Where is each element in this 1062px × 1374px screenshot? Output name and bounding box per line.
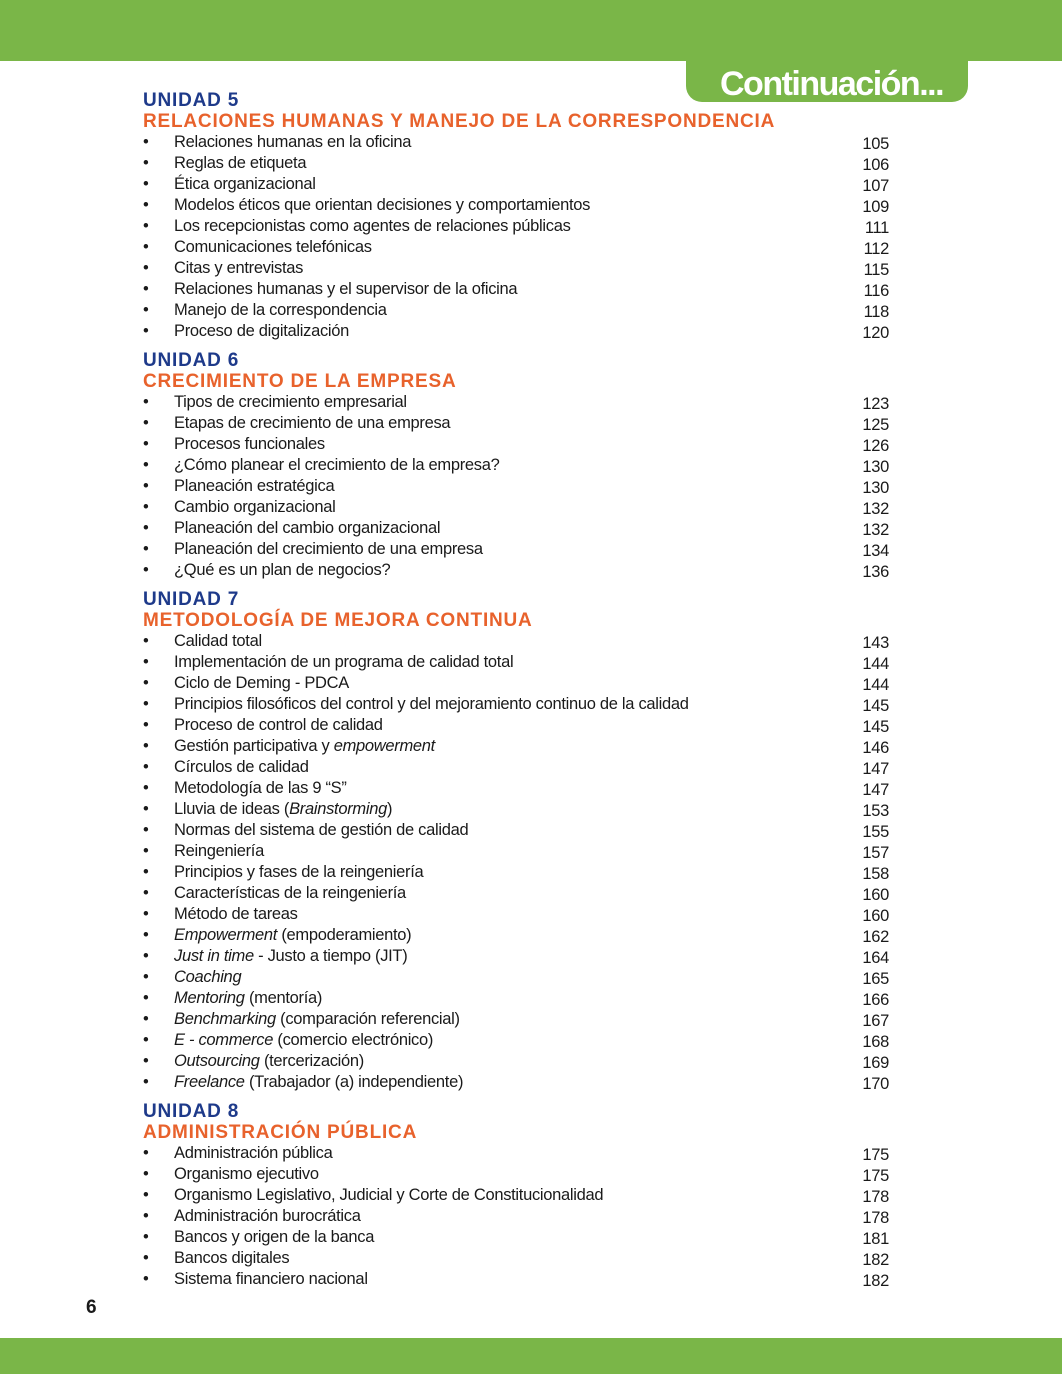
bullet: • <box>143 456 149 474</box>
toc-entry <box>143 799 903 820</box>
top-banner <box>0 0 1062 61</box>
entry-page-number: 167 <box>862 1012 889 1030</box>
entry-title-italic: Just in time <box>174 947 254 965</box>
entry-title-text: Proceso de digitalización <box>174 322 350 340</box>
bullet: • <box>143 1270 149 1288</box>
entry-title <box>174 925 411 946</box>
entry-title <box>174 321 349 342</box>
entry-page-number: 145 <box>862 718 889 736</box>
toc-entry <box>143 434 903 455</box>
entry-page-number: 146 <box>862 739 889 757</box>
entry-page-number: 162 <box>862 928 889 946</box>
unit-section <box>143 90 903 342</box>
entry-title-text: (comercio electrónico) <box>273 1031 434 1049</box>
entry-title <box>174 1051 364 1072</box>
entry-page-number: 175 <box>862 1146 889 1164</box>
toc-entry <box>143 1227 903 1248</box>
entry-title-italic: Mentoring <box>174 989 245 1007</box>
entry-title <box>174 153 306 174</box>
entry-title <box>174 883 406 904</box>
entry-title <box>174 1072 463 1093</box>
entry-title-text: (empoderamiento) <box>277 926 412 944</box>
unit-title: METODOLOGÍA DE MEJORA CONTINUA <box>143 610 533 631</box>
toc-entry <box>143 1185 903 1206</box>
entry-title-text: Gestión participativa y <box>174 737 334 755</box>
entry-title-text: Principios y fases de la reingeniería <box>174 863 424 881</box>
unit-label: UNIDAD 8 <box>143 1101 240 1122</box>
bullet: • <box>143 674 149 692</box>
bullet: • <box>143 238 149 256</box>
entry-title-text: (mentoría) <box>244 989 323 1007</box>
toc-entry <box>143 195 903 216</box>
unit-section <box>143 589 903 1093</box>
entry-title-text: ¿Qué es un plan de negocios? <box>174 561 391 579</box>
entry-title-text: Normas del sistema de gestión de calidad <box>174 821 469 839</box>
unit-section <box>143 350 903 581</box>
entry-title-text: Características de la reingeniería <box>174 884 406 902</box>
entry-page-number: 182 <box>862 1272 889 1290</box>
entry-title-text: Relaciones humanas en la oficina <box>174 133 412 151</box>
toc-entry <box>143 946 903 967</box>
entry-title <box>174 904 298 925</box>
entry-title <box>174 673 349 694</box>
entry-title <box>174 1227 374 1248</box>
entry-title <box>174 300 387 321</box>
entry-page-number: 168 <box>862 1033 889 1051</box>
toc-entry <box>143 820 903 841</box>
entry-title-text: Proceso de control de calidad <box>174 716 383 734</box>
bullet: • <box>143 1031 149 1049</box>
unit-section <box>143 1101 903 1290</box>
entry-title-text: Ética organizacional <box>174 175 316 193</box>
entry-title <box>174 1185 603 1206</box>
bullet: • <box>143 989 149 1007</box>
toc-entry <box>143 715 903 736</box>
toc-entry <box>143 652 903 673</box>
entry-title-text: - Justo a tiempo (JIT) <box>253 947 408 965</box>
toc-entry <box>143 321 903 342</box>
bullet: • <box>143 1249 149 1267</box>
entry-title-text: Cambio organizacional <box>174 498 336 516</box>
bullet: • <box>143 1207 149 1225</box>
bullet: • <box>143 393 149 411</box>
bullet: • <box>143 863 149 881</box>
entry-title <box>174 1164 319 1185</box>
entry-title-text: Planeación estratégica <box>174 477 335 495</box>
entry-title-text: Círculos de calidad <box>174 758 309 776</box>
bullet: • <box>143 1186 149 1204</box>
table-of-contents <box>143 90 903 1298</box>
entry-page-number: 132 <box>862 521 889 539</box>
entry-title <box>174 413 450 434</box>
entry-title <box>174 1009 460 1030</box>
entry-title-text: (tercerización) <box>259 1052 364 1070</box>
toc-entry <box>143 631 903 652</box>
unit-title: ADMINISTRACIÓN PÚBLICA <box>143 1122 418 1143</box>
toc-entry <box>143 862 903 883</box>
toc-entry <box>143 1206 903 1227</box>
entry-title-italic: empowerment <box>333 737 435 755</box>
unit-title: CRECIMIENTO DE LA EMPRESA <box>143 371 457 392</box>
bullet: • <box>143 561 149 579</box>
entry-title-text: Bancos y origen de la banca <box>174 1228 375 1246</box>
entry-title-italic: Benchmarking <box>174 1010 276 1028</box>
entry-title <box>174 518 440 539</box>
entry-page-number: 165 <box>862 970 889 988</box>
entry-page-number: 106 <box>862 156 889 174</box>
bullet: • <box>143 217 149 235</box>
entry-title-text: (Trabajador (a) independiente) <box>244 1073 464 1091</box>
entry-page-number: 158 <box>862 865 889 883</box>
entry-title-text: Reglas de etiqueta <box>174 154 307 172</box>
entry-title-text: Tipos de crecimiento empresarial <box>174 393 407 411</box>
toc-entry <box>143 883 903 904</box>
toc-entry <box>143 757 903 778</box>
entry-page-number: 144 <box>862 676 889 694</box>
entry-title <box>174 476 334 497</box>
toc-entry <box>143 132 903 153</box>
entry-page-number: 126 <box>862 437 889 455</box>
entry-title-italic: Freelance <box>174 1073 245 1091</box>
entry-page-number: 175 <box>862 1167 889 1185</box>
entry-page-number: 125 <box>862 416 889 434</box>
toc-entry <box>143 694 903 715</box>
entry-page-number: 155 <box>862 823 889 841</box>
entry-title <box>174 195 590 216</box>
entry-title-text: Procesos funcionales <box>174 435 325 453</box>
entry-page-number: 181 <box>862 1230 889 1248</box>
bullet: • <box>143 884 149 902</box>
toc-entry <box>143 1030 903 1051</box>
entry-page-number: 170 <box>862 1075 889 1093</box>
entry-title-text: Administración burocrática <box>174 1207 361 1225</box>
bullet: • <box>143 414 149 432</box>
toc-entry <box>143 279 903 300</box>
entry-title-italic: Coaching <box>174 968 242 986</box>
entry-title-text: Bancos digitales <box>174 1249 290 1267</box>
entry-title-text: Manejo de la correspondencia <box>174 301 387 319</box>
entry-page-number: 144 <box>862 655 889 673</box>
entry-title <box>174 1269 368 1290</box>
entry-page-number: 123 <box>862 395 889 413</box>
entry-title <box>174 694 689 715</box>
entry-title-text: ¿Cómo planear el crecimiento de la empresa? <box>174 456 500 474</box>
toc-entry <box>143 174 903 195</box>
bullet: • <box>143 1052 149 1070</box>
toc-entry <box>143 216 903 237</box>
bullet: • <box>143 133 149 151</box>
toc-entry <box>143 904 903 925</box>
entry-title <box>174 237 372 258</box>
continuation-title: Continuación... <box>720 65 944 103</box>
entry-title <box>174 1248 289 1269</box>
entry-title <box>174 258 303 279</box>
page-number: 6 <box>86 1297 97 1318</box>
bullet: • <box>143 175 149 193</box>
bullet: • <box>143 1073 149 1091</box>
entry-title-text: Los recepcionistas como agentes de relaciones públicas <box>174 217 571 235</box>
entry-page-number: 164 <box>862 949 889 967</box>
toc-entry <box>143 1143 903 1164</box>
entry-title <box>174 862 423 883</box>
entry-page-number: 134 <box>862 542 889 560</box>
toc-entry <box>143 237 903 258</box>
bullet: • <box>143 737 149 755</box>
bullet: • <box>143 800 149 818</box>
toc-entry <box>143 1072 903 1093</box>
entry-title-italic: E - commerce <box>174 1031 274 1049</box>
entry-page-number: 105 <box>862 135 889 153</box>
entry-title <box>174 132 411 153</box>
toc-entry <box>143 518 903 539</box>
bullet: • <box>143 1144 149 1162</box>
entry-title-text: Sistema financiero nacional <box>174 1270 368 1288</box>
bullet: • <box>143 695 149 713</box>
toc-entry <box>143 841 903 862</box>
entry-title-text: (comparación referencial) <box>275 1010 460 1028</box>
bullet: • <box>143 947 149 965</box>
entry-page-number: 136 <box>862 563 889 581</box>
entry-title <box>174 174 316 195</box>
bullet: • <box>143 779 149 797</box>
bullet: • <box>143 477 149 495</box>
bottom-banner <box>0 1338 1062 1374</box>
toc-entry <box>143 1164 903 1185</box>
bullet: • <box>143 540 149 558</box>
entry-page-number: 166 <box>862 991 889 1009</box>
toc-entry <box>143 736 903 757</box>
toc-entry <box>143 258 903 279</box>
entry-title-text: Comunicaciones telefónicas <box>174 238 372 256</box>
toc-entry <box>143 988 903 1009</box>
entry-page-number: 109 <box>862 198 889 216</box>
entry-title <box>174 497 336 518</box>
toc-entry <box>143 476 903 497</box>
entry-title <box>174 799 392 820</box>
entry-title <box>174 1030 433 1051</box>
entry-title <box>174 560 390 581</box>
entry-title-text: ) <box>386 800 393 818</box>
entry-title <box>174 652 513 673</box>
entry-title <box>174 434 325 455</box>
bullet: • <box>143 842 149 860</box>
entry-title-text: Planeación del cambio organizacional <box>174 519 441 537</box>
toc-entry <box>143 778 903 799</box>
entry-title <box>174 841 264 862</box>
entry-title <box>174 631 262 652</box>
entry-title-italic: Empowerment <box>174 926 278 944</box>
entry-page-number: 116 <box>863 282 889 300</box>
toc-entry <box>143 1009 903 1030</box>
entry-title-text: Implementación de un programa de calidad total <box>174 653 514 671</box>
toc-entry <box>143 673 903 694</box>
entry-title-italic: Brainstorming <box>289 800 387 818</box>
entry-page-number: 157 <box>862 844 889 862</box>
entry-title-text: Ciclo de Deming - PDCA <box>174 674 349 692</box>
bullet: • <box>143 498 149 516</box>
bullet: • <box>143 716 149 734</box>
entry-page-number: 160 <box>862 886 889 904</box>
entry-title <box>174 757 309 778</box>
entry-title <box>174 946 407 967</box>
entry-page-number: 107 <box>862 177 889 195</box>
bullet: • <box>143 280 149 298</box>
entry-title <box>174 1143 332 1164</box>
entry-page-number: 115 <box>863 261 889 279</box>
entry-page-number: 153 <box>862 802 889 820</box>
entry-page-number: 147 <box>862 781 889 799</box>
entry-title-text: Principios filosóficos del control y del mejoramiento continuo de la calidad <box>174 695 689 713</box>
entry-title-text: Metodología de las 9 “S” <box>174 779 347 797</box>
entry-title-text: Reingeniería <box>174 842 264 860</box>
unit-title: RELACIONES HUMANAS Y MANEJO DE LA CORRESPONDENCIA <box>143 111 776 132</box>
unit-label: UNIDAD 6 <box>143 350 240 371</box>
toc-entry <box>143 925 903 946</box>
entry-title-text: Relaciones humanas y el supervisor de la oficina <box>174 280 518 298</box>
toc-entry <box>143 455 903 476</box>
entry-page-number: 132 <box>862 500 889 518</box>
toc-entry <box>143 497 903 518</box>
bullet: • <box>143 301 149 319</box>
entry-title-italic: Outsourcing <box>174 1052 260 1070</box>
bullet: • <box>143 435 149 453</box>
entry-title-text: Etapas de crecimiento de una empresa <box>174 414 451 432</box>
toc-entry <box>143 1051 903 1072</box>
toc-entry <box>143 967 903 988</box>
entry-page-number: 160 <box>862 907 889 925</box>
entry-title-text: Citas y entrevistas <box>174 259 304 277</box>
entry-page-number: 118 <box>863 303 889 321</box>
bullet: • <box>143 758 149 776</box>
toc-entry <box>143 413 903 434</box>
entry-title-text: Lluvia de ideas ( <box>174 800 290 818</box>
bullet: • <box>143 259 149 277</box>
entry-title <box>174 455 500 476</box>
entry-page-number: 169 <box>862 1054 889 1072</box>
entry-page-number: 130 <box>862 479 889 497</box>
entry-title <box>174 988 322 1009</box>
entry-title-text: Organismo ejecutivo <box>174 1165 319 1183</box>
bullet: • <box>143 632 149 650</box>
entry-page-number: 120 <box>862 324 889 342</box>
entry-title-text: Calidad total <box>174 632 262 650</box>
entry-title <box>174 392 407 413</box>
entry-title <box>174 1206 361 1227</box>
toc-entry <box>143 300 903 321</box>
toc-entry <box>143 539 903 560</box>
bullet: • <box>143 322 149 340</box>
entry-title <box>174 279 517 300</box>
entry-title <box>174 778 347 799</box>
bullet: • <box>143 154 149 172</box>
entry-page-number: 178 <box>862 1188 889 1206</box>
unit-label: UNIDAD 5 <box>143 90 240 111</box>
entry-title-text: Modelos éticos que orientan decisiones y comportamientos <box>174 196 591 214</box>
entry-page-number: 178 <box>862 1209 889 1227</box>
toc-entry <box>143 153 903 174</box>
bullet: • <box>143 1228 149 1246</box>
entry-title <box>174 736 435 757</box>
entry-title-text: Administración pública <box>174 1144 333 1162</box>
bullet: • <box>143 821 149 839</box>
entry-title-text: Planeación del crecimiento de una empresa <box>174 540 483 558</box>
entry-title <box>174 539 483 560</box>
entry-title <box>174 715 383 736</box>
entry-title-text: Organismo Legislativo, Judicial y Corte de Constitucionalidad <box>174 1186 604 1204</box>
bullet: • <box>143 519 149 537</box>
entry-title <box>174 820 468 841</box>
entry-title-text: Método de tareas <box>174 905 298 923</box>
entry-page-number: 143 <box>862 634 889 652</box>
unit-label: UNIDAD 7 <box>143 589 240 610</box>
bullet: • <box>143 653 149 671</box>
bullet: • <box>143 196 149 214</box>
entry-page-number: 182 <box>862 1251 889 1269</box>
bullet: • <box>143 905 149 923</box>
entry-page-number: 112 <box>863 240 889 258</box>
bullet: • <box>143 926 149 944</box>
entry-page-number: 130 <box>862 458 889 476</box>
entry-title <box>174 967 241 988</box>
bullet: • <box>143 968 149 986</box>
entry-page-number: 111 <box>864 219 889 237</box>
toc-entry <box>143 1248 903 1269</box>
entry-title <box>174 216 571 237</box>
entry-page-number: 147 <box>862 760 889 778</box>
toc-entry <box>143 1269 903 1290</box>
entry-page-number: 145 <box>862 697 889 715</box>
toc-entry <box>143 560 903 581</box>
bullet: • <box>143 1010 149 1028</box>
toc-entry <box>143 392 903 413</box>
bullet: • <box>143 1165 149 1183</box>
